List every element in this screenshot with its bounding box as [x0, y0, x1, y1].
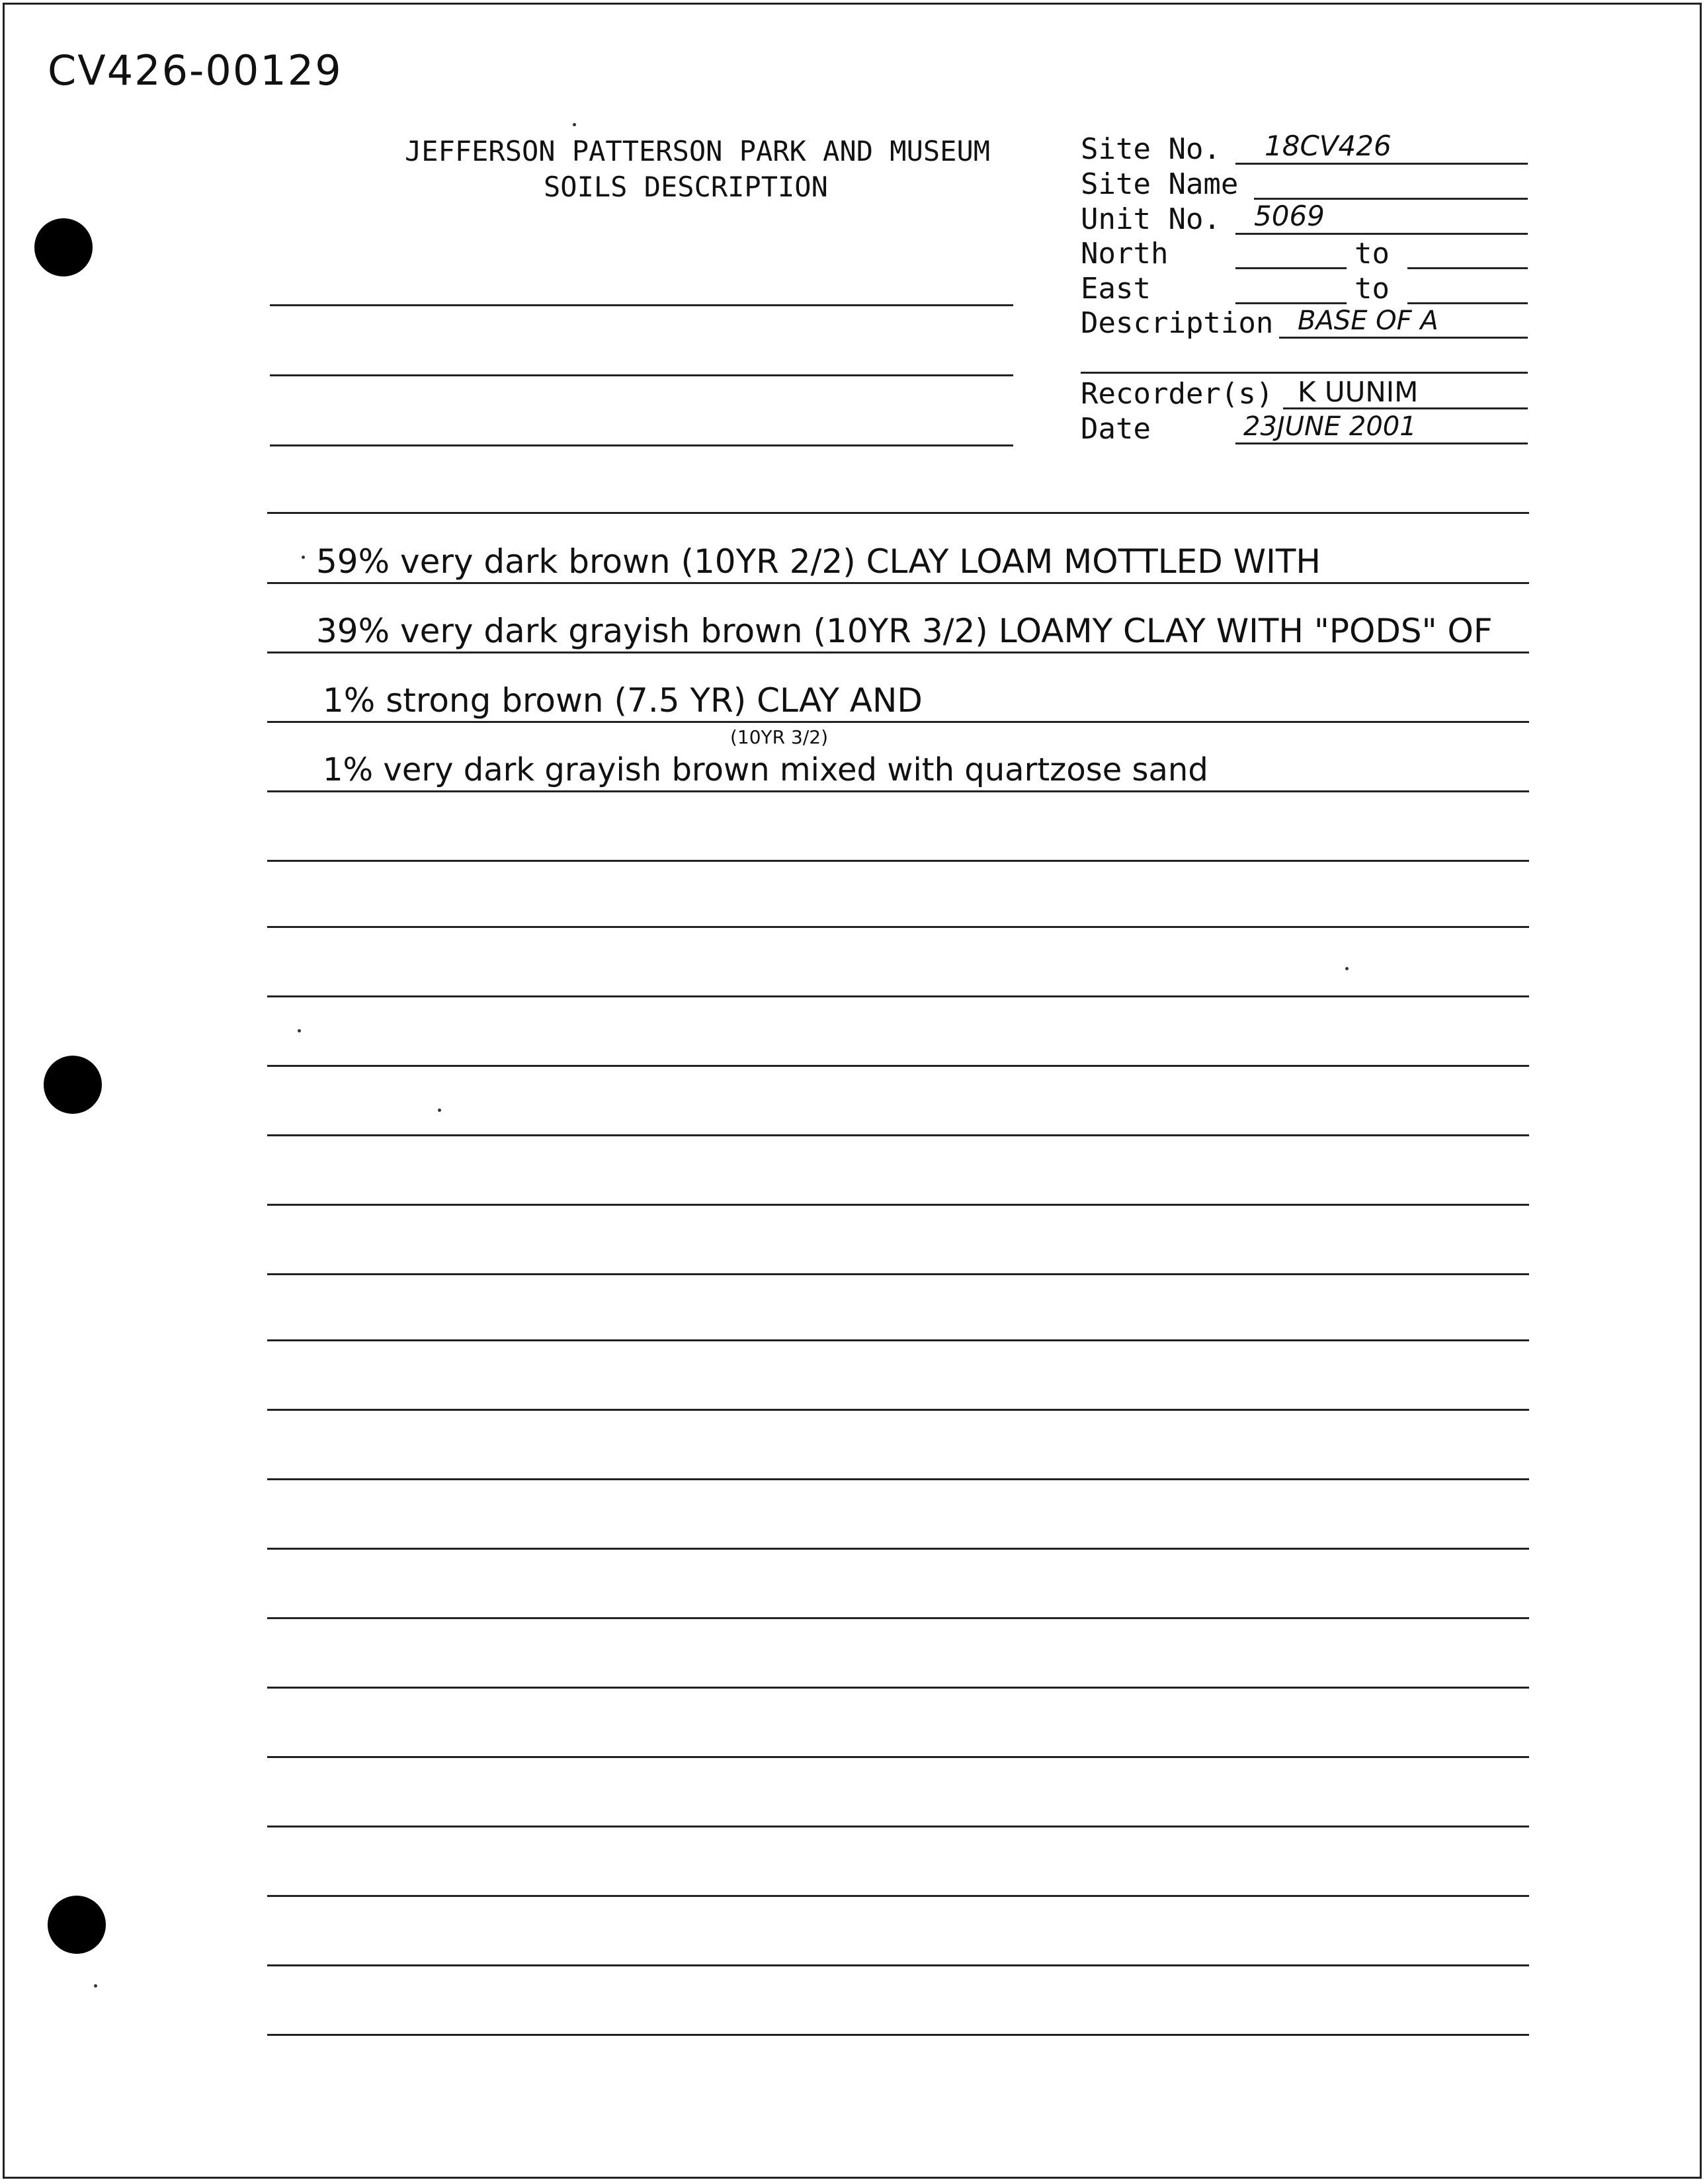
- description-value: BASE OF A: [1298, 306, 1438, 336]
- east-label: East: [1081, 272, 1151, 306]
- ruled-line: [267, 1478, 1529, 1480]
- ruled-line: [267, 1409, 1529, 1411]
- punch-hole-bottom: [48, 1896, 106, 1954]
- site-name-label: Site Name: [1081, 167, 1239, 201]
- recorders-label: Recorder(s): [1081, 377, 1274, 411]
- unit-no-line: [1235, 233, 1528, 235]
- ruled-line: [267, 1617, 1529, 1619]
- ruled-line: [267, 1964, 1529, 1966]
- description-line-2: [1081, 372, 1528, 374]
- site-no-label: Site No.: [1081, 132, 1221, 166]
- ruled-line: [267, 1756, 1529, 1758]
- note-line-4: 1% very dark grayish brown mixed with quartzose sand: [323, 751, 1208, 788]
- ruled-line: [267, 1548, 1529, 1550]
- recorders-value: K UUNIM: [1298, 376, 1419, 408]
- ruled-line: [267, 860, 1529, 862]
- unit-no-label: Unit No.: [1081, 202, 1221, 236]
- ruled-line: [267, 1204, 1529, 1206]
- header-rule: [270, 374, 1013, 376]
- ruled-line: [267, 1895, 1529, 1897]
- ruled-line: [267, 582, 1529, 584]
- ruled-line: [267, 1273, 1529, 1275]
- note-annotation: (10YR 3/2): [730, 726, 828, 748]
- north-to-label: to: [1354, 237, 1390, 271]
- scan-speck: [438, 1109, 441, 1112]
- ruled-line: [267, 651, 1529, 653]
- east-to-label: to: [1354, 272, 1390, 306]
- ruled-line: [267, 1339, 1529, 1341]
- site-no-value: 18CV426: [1265, 130, 1392, 162]
- ruled-line: [267, 1065, 1529, 1067]
- description-line: [1279, 337, 1528, 339]
- document-id: CV426-00129: [48, 46, 343, 95]
- header-rule: [270, 444, 1013, 446]
- ruled-line: [267, 1826, 1529, 1827]
- ruled-line: [267, 721, 1529, 723]
- ruled-line: [267, 995, 1529, 997]
- scan-speck: [1345, 967, 1349, 970]
- scan-speck: [94, 1984, 97, 1988]
- ruled-line: [267, 790, 1529, 792]
- north-to-line: [1407, 267, 1528, 269]
- ruled-line: [267, 2034, 1529, 2036]
- note-line-1: 59% very dark brown (10YR 2/2) CLAY LOAM MOTTLED WITH: [316, 542, 1321, 581]
- date-label: Date: [1081, 412, 1151, 446]
- unit-no-value: 5069: [1254, 200, 1325, 232]
- page-border: [3, 3, 1702, 2179]
- header-title: JEFFERSON PATTERSON PARK AND MUSEUM: [405, 135, 991, 167]
- ruled-line: [267, 926, 1529, 928]
- ruled-line: [267, 1134, 1529, 1136]
- punch-hole-middle: [44, 1056, 102, 1114]
- header-subtitle: SOILS DESCRIPTION: [544, 171, 828, 203]
- punch-hole-top: [34, 218, 93, 276]
- scan-speck: [302, 556, 305, 559]
- ruled-line: [267, 512, 1529, 514]
- ruled-line: [267, 1687, 1529, 1689]
- north-label: North: [1081, 237, 1169, 271]
- note-line-3: 1% strong brown (7.5 YR) CLAY AND: [323, 681, 923, 720]
- description-label: Description: [1081, 306, 1274, 340]
- east-from-line: [1235, 302, 1347, 304]
- scan-speck: [298, 1029, 301, 1032]
- site-no-line: [1235, 163, 1528, 165]
- scan-speck: [573, 123, 576, 126]
- north-from-line: [1235, 267, 1347, 269]
- east-to-line: [1407, 302, 1528, 304]
- note-line-2: 39% very dark grayish brown (10YR 3/2) LOAMY CLAY WITH "PODS" OF: [316, 612, 1493, 650]
- date-value: 23JUNE 2001: [1243, 411, 1417, 442]
- date-line: [1235, 442, 1528, 444]
- header-rule: [270, 304, 1013, 306]
